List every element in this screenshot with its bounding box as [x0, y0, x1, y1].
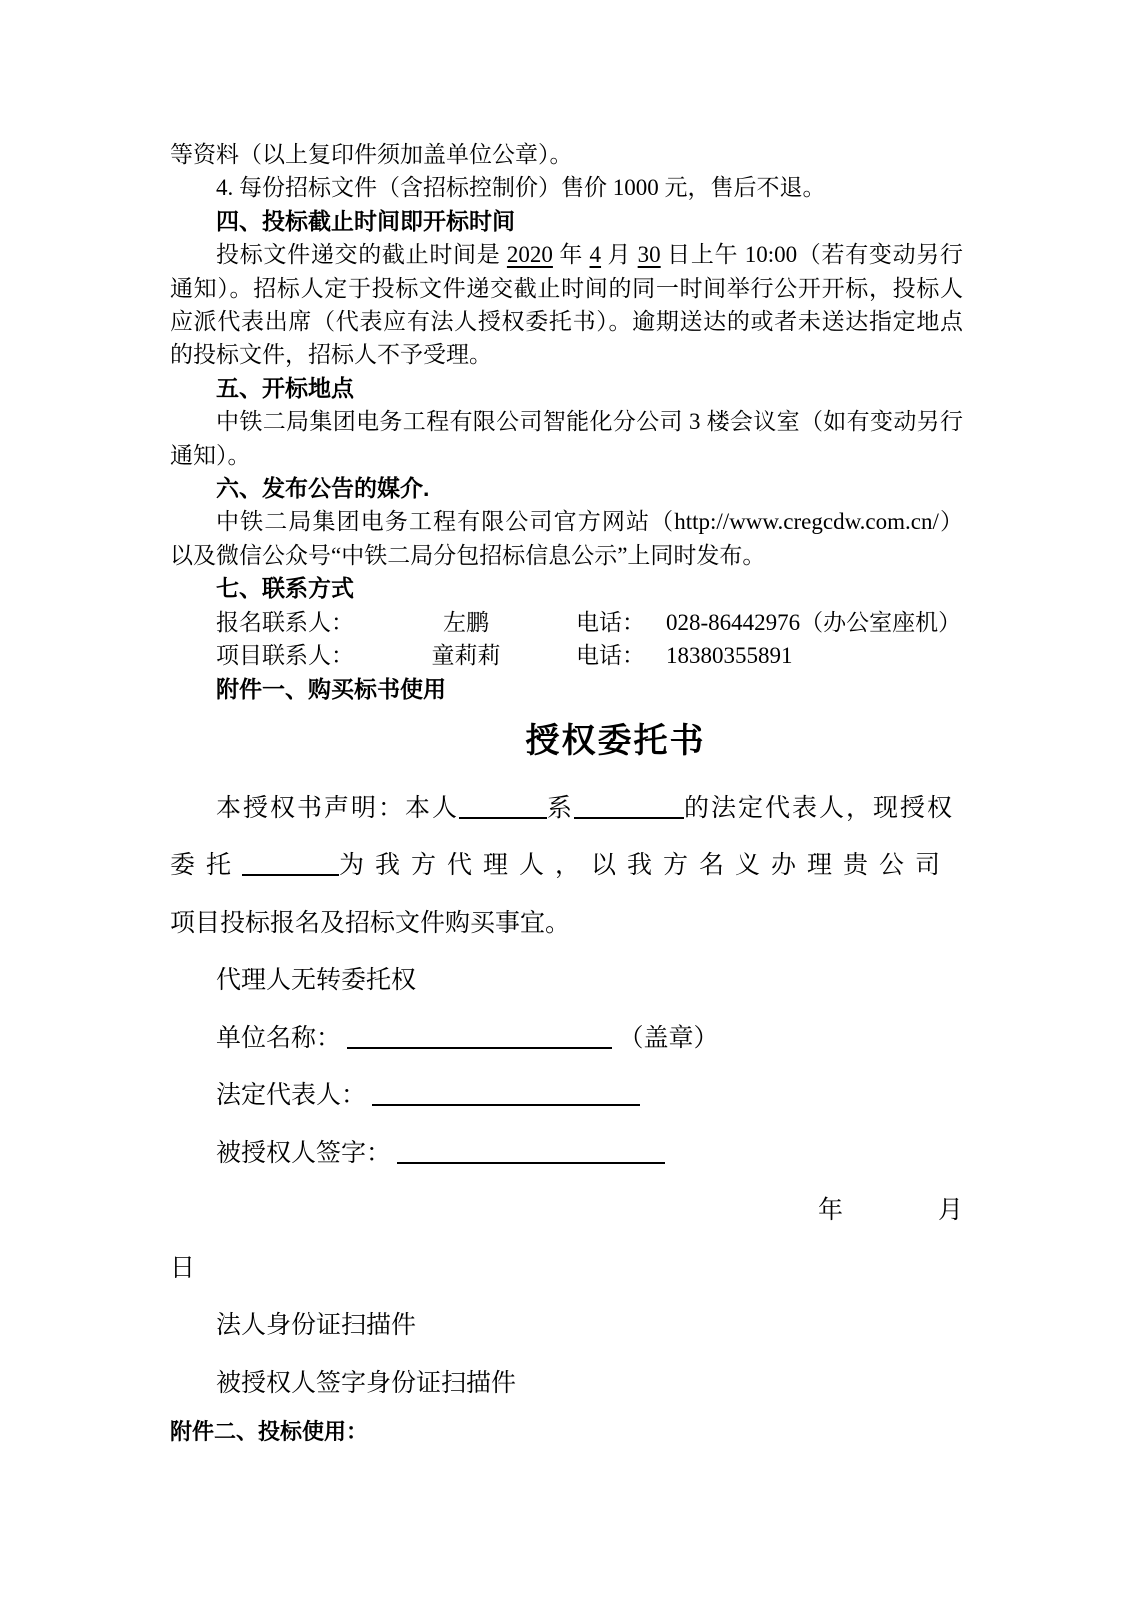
poa-statement-part5: 为我方代理人，以我方名义办理贵公司 — [339, 852, 952, 880]
section4-heading: 四、投标截止时间即开标时间 — [216, 207, 515, 234]
attachment2-heading: 附件二、投标使用： — [170, 1419, 369, 1445]
poa-statement-part1: 本授权书声明：本人 — [216, 794, 460, 822]
phone-label: 电话： — [576, 609, 645, 635]
continuation-paragraph: 等资料（以上复印件须加盖单位公章）。 — [170, 142, 573, 167]
deadline-month: 4 — [589, 242, 602, 268]
poa-statement-line2 — [170, 837, 963, 895]
phone-value: 18380355891 — [666, 643, 793, 669]
attachment1-heading: 附件一、购买标书使用 — [216, 675, 446, 702]
deadline-year: 2020 — [506, 242, 553, 268]
phone-value: 028-86442976（办公室座机） — [666, 609, 962, 635]
unit-name-line — [170, 1010, 963, 1068]
deadline-sep-month: 月 — [601, 242, 638, 268]
date-year-label: 年 — [817, 1197, 843, 1225]
contact-name: 左鹏 — [443, 609, 489, 635]
no-sub-delegation-line: 代理人无转委托权 — [216, 967, 417, 995]
seal-note: （盖章） — [618, 1024, 719, 1052]
announcement-media-paragraph: 中铁二局集团电务工程有限公司官方网站（http://www.cregcdw.com.cn/）以及微信公众号“中铁二局分包招标信息公示”上同时发布。 — [170, 509, 963, 568]
date-line — [170, 1182, 963, 1240]
blank-agent-name — [242, 849, 339, 876]
poa-statement-part3: 的法定代表人，现授权 — [684, 794, 955, 822]
blank-principal-name — [459, 792, 547, 819]
poa-statement-line3: 项目投标报名及招标文件购买事宜。 — [170, 909, 571, 937]
contact-label: 项目联系人： — [216, 643, 354, 669]
blank-legal-rep — [372, 1079, 640, 1106]
authorized-sign-line — [170, 1125, 963, 1183]
authorized-id-scan-line: 被授权人签字身份证扫描件 — [216, 1369, 517, 1397]
legal-rep-label: 法定代表人： — [216, 1082, 367, 1110]
deadline-sep-year: 年 — [552, 242, 590, 268]
deadline-day: 30 — [637, 242, 661, 268]
deadline-prefix: 投标文件递交的截止时间是 — [216, 242, 507, 268]
phone-label: 电话： — [576, 643, 645, 669]
date-day-line: 日 — [170, 1254, 196, 1282]
opening-location-paragraph: 中铁二局集团电务工程有限公司智能化分公司 3 楼会议室（如有变动另行通知）。 — [170, 409, 963, 468]
poa-statement-part4: 委托 — [170, 852, 243, 880]
section6-heading: 六、发布公告的媒介. — [216, 475, 430, 502]
contact-row-project — [216, 639, 963, 672]
tender-doc-price-item: 4. 每份招标文件（含招标控制价）售价 1000 元，售后不退。 — [216, 175, 826, 201]
contact-name: 童莉莉 — [431, 643, 501, 669]
contact-label: 报名联系人： — [216, 609, 354, 635]
poa-statement-line1 — [170, 780, 963, 838]
poa-title: 授权委托书 — [525, 721, 706, 760]
poa-statement-part2: 系 — [547, 794, 575, 822]
deadline-paragraph — [170, 238, 963, 372]
deadline-suffix: 日上午 10:00（若有变动另行通知）。招标人定于投标文件递交截止时间的同一时间举行公开开标，投标人应派代表出席（代表应有法人授权委托书）。逾期送达的或者未送达指定地点的投标文件，招标人不予受理。 — [170, 242, 964, 368]
section5-heading: 五、开标地点 — [216, 374, 354, 401]
legal-id-scan-line: 法人身份证扫描件 — [216, 1312, 417, 1340]
unit-name-label: 单位名称： — [216, 1024, 342, 1052]
authorized-sign-label: 被授权人签字： — [216, 1139, 392, 1167]
legal-rep-line — [170, 1067, 963, 1125]
contact-row-registration — [216, 606, 963, 639]
blank-unit-name — [347, 1022, 612, 1049]
blank-company-name — [574, 792, 684, 819]
section7-heading: 七、联系方式 — [216, 575, 354, 602]
date-month-label: 月 — [937, 1197, 963, 1225]
blank-authorized-sign — [397, 1137, 665, 1164]
